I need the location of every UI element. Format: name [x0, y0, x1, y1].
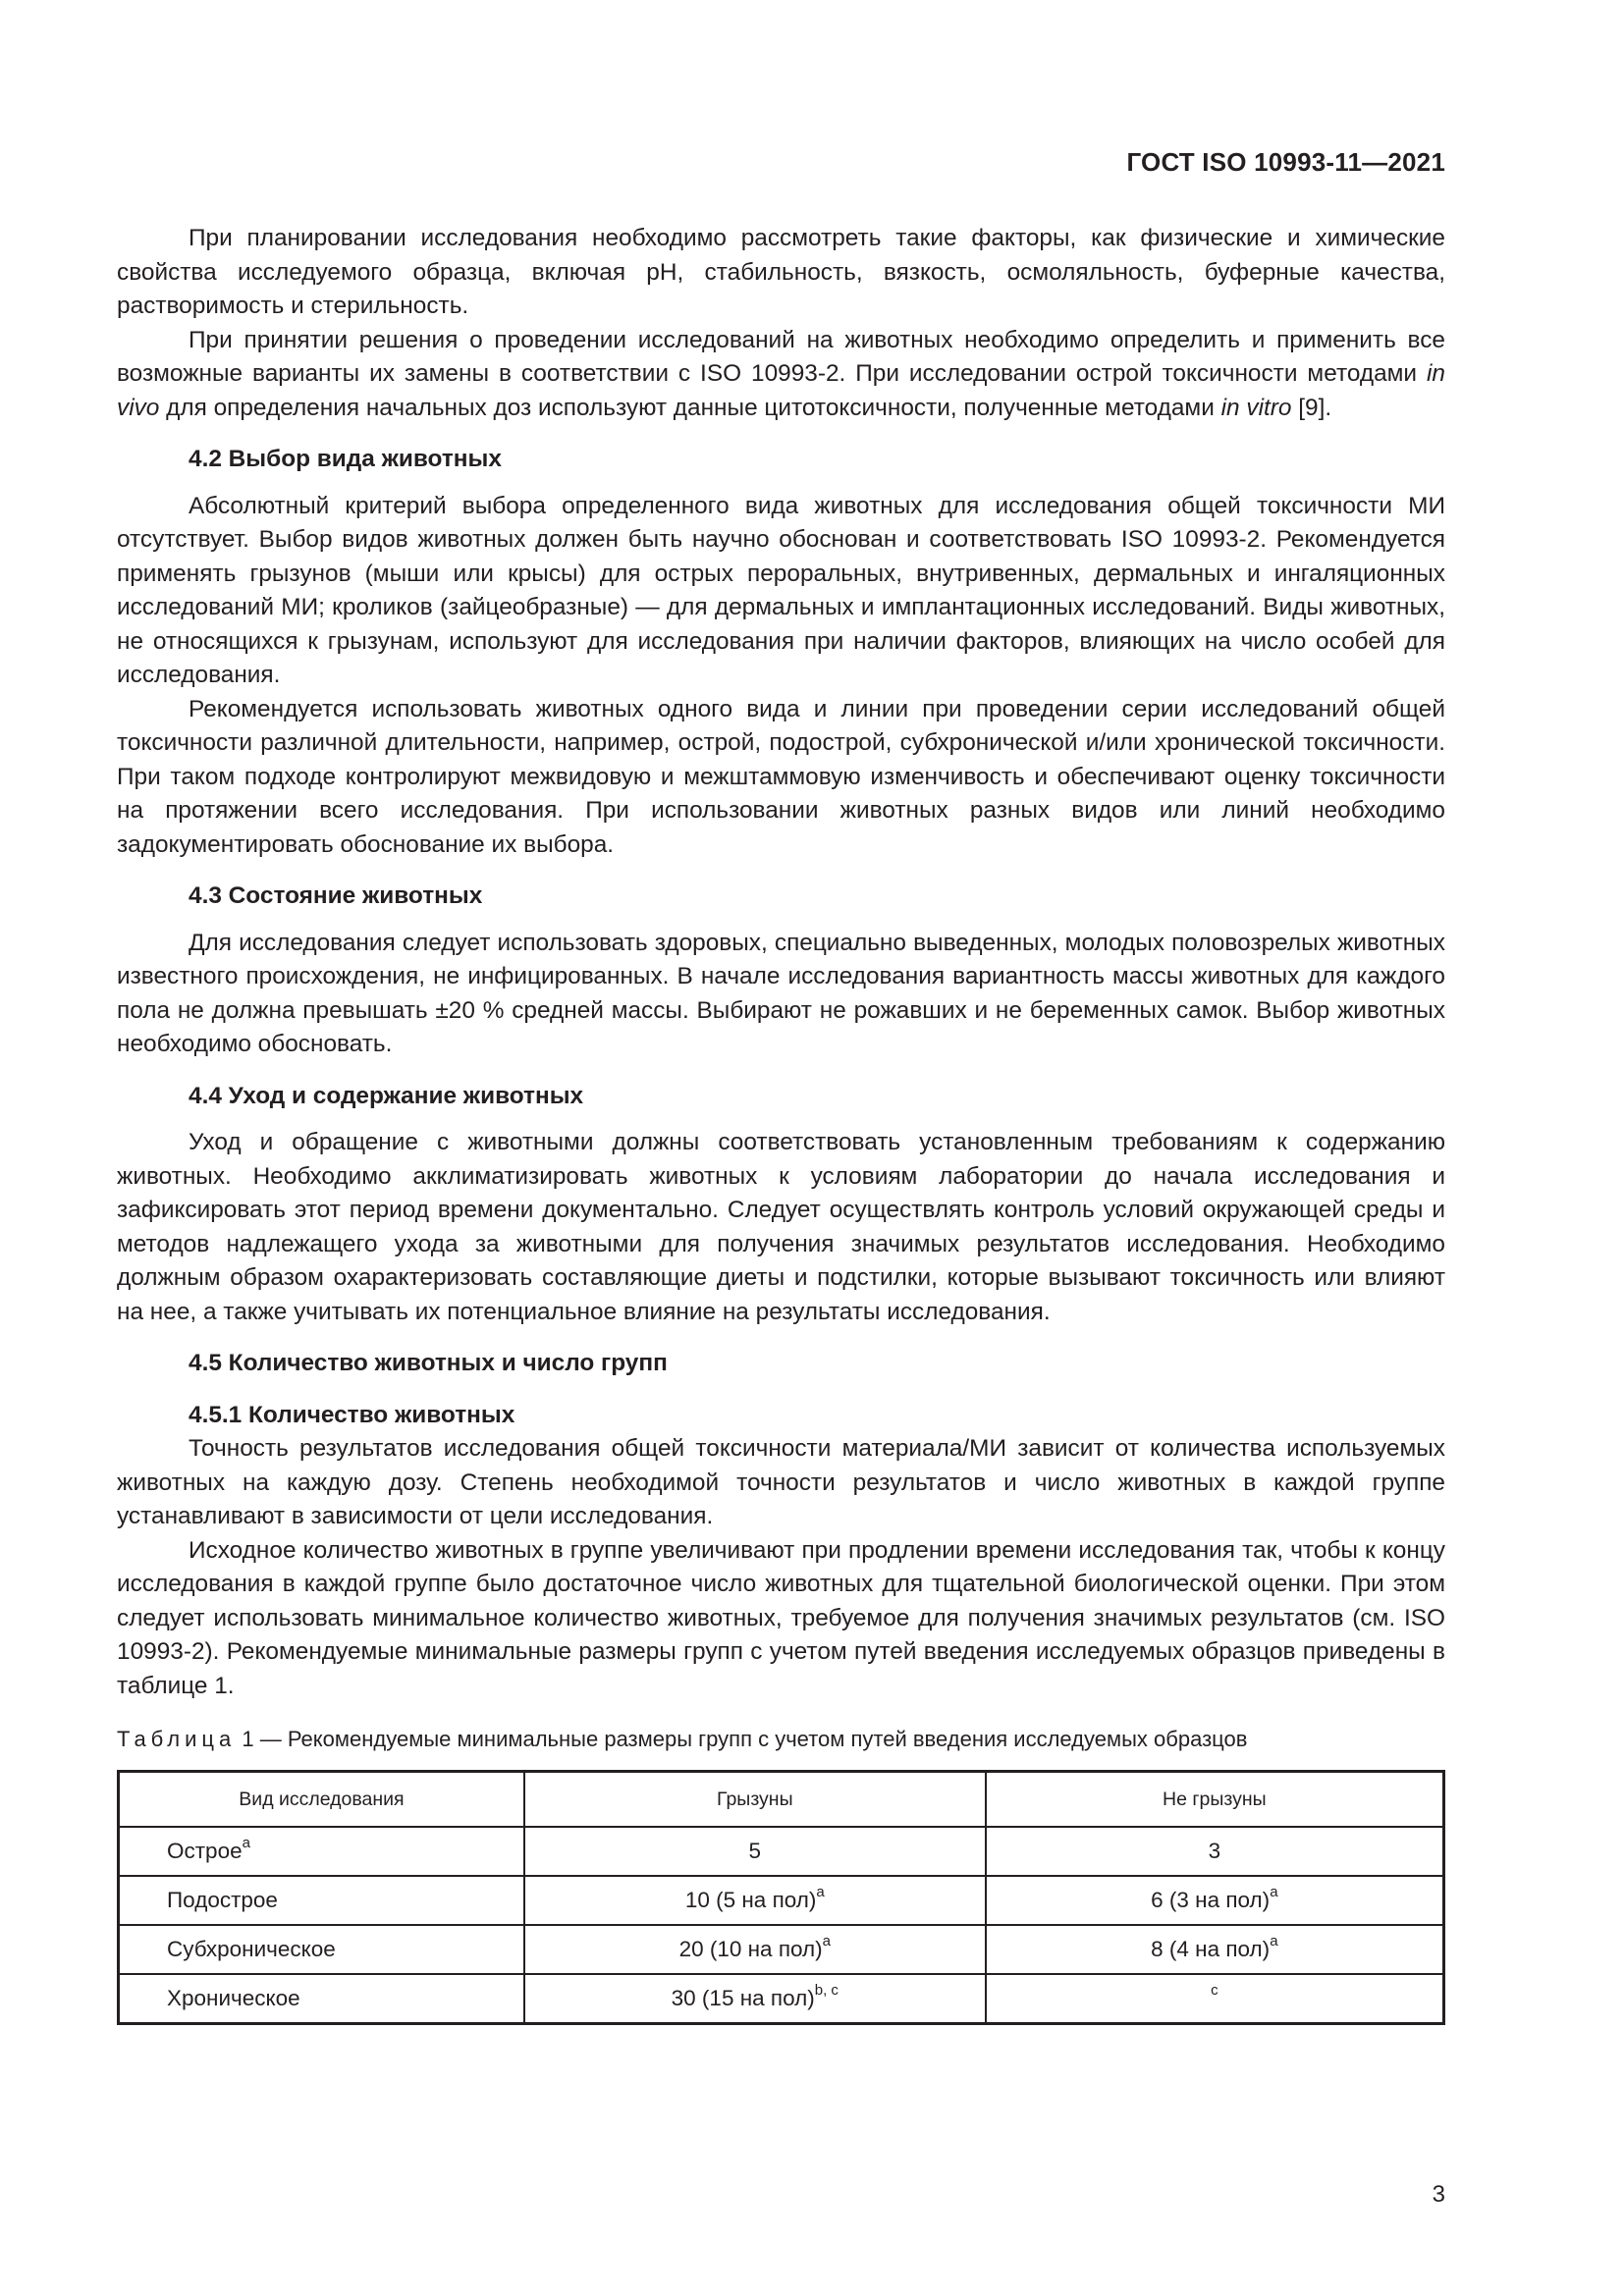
- cell-text: 5: [748, 1838, 762, 1863]
- table-header-row: [119, 1772, 1444, 1828]
- table-cell-nonrodents: [986, 1876, 1444, 1925]
- section-heading-4-5: 4.5 Количество животных и число групп: [189, 1350, 668, 1376]
- footnote-mark: a: [822, 1933, 831, 1950]
- group-size-table: [117, 1770, 1445, 2025]
- table-cell-rodents: [524, 1974, 986, 2024]
- table-cell-nonrodents: [986, 1827, 1444, 1876]
- table-caption-label: Таблица: [117, 1727, 237, 1751]
- table-cell-study-type: [119, 1925, 524, 1974]
- table-cell-study-type: [119, 1827, 524, 1876]
- cell-text: 6 (3 на пол): [1151, 1887, 1271, 1912]
- table-cell-nonrodents: [986, 1925, 1444, 1974]
- section-heading-4-2: 4.2 Выбор вида животных: [189, 446, 502, 472]
- table-row: [119, 1974, 1444, 2024]
- table-cell-study-type: [119, 1974, 524, 2024]
- cell-text: Хроническое: [167, 1985, 300, 2010]
- table-cell-rodents: [524, 1925, 986, 1974]
- paragraph-factors: При планировании исследования необходимо рассмотреть такие факторы, как физические и химические свойства исследуемого образца, включая pH, стабильность, вязкость, осмоляльность, буферные качества, растворимость и стерильность.: [117, 225, 1445, 319]
- footnote-mark: a: [1270, 1933, 1278, 1950]
- paragraph-alternatives: [117, 324, 1445, 426]
- table-caption-text: 1 — Рекомендуемые минимальные размеры групп с учетом путей введения исследуемых образцов: [236, 1727, 1248, 1751]
- section-heading-4-5-1: 4.5.1 Количество животных: [189, 1401, 515, 1428]
- table-cell-rodents: [524, 1876, 986, 1925]
- cell-text: 8 (4 на пол): [1151, 1936, 1271, 1961]
- table-cell-nonrodents: [986, 1974, 1444, 2024]
- cell-text: 30 (15 на пол): [671, 1985, 815, 2010]
- paragraph-group-size: Исходное количество животных в группе увеличивают при продлении времени исследования так, чтобы к концу исследования в каждой группе было достаточное число животных для тщательной биологической оценки. При этом следует использовать минимальное количество животных, требуемое для получения значимых результатов (см. ISO 10993-2). Рекомендуемые минимальные размеры групп с учетом путей введения исследуемых образцов приведены в таблице 1.: [117, 1536, 1445, 1699]
- paragraph-species-criteria: Абсолютный критерий выбора определенного вида животных для исследования общей токсичности МИ отсутствует. Выбор видов животных должен быть научно обоснован и соответствовать ISO 10993-2. Рекомендуется применять грызунов (мыши или крысы) для острых пероральных, внутривенных, дермальных и ингаляционных исследований МИ; кроликов (зайцеобразные) — для дермальных и имплантационных исследований. Виды животных, не относящихся к грызунам, используют для исследования при наличии факторов, влияющих на число особей для исследования.: [117, 492, 1445, 688]
- table-row: [119, 1876, 1444, 1925]
- table-row: [119, 1827, 1444, 1876]
- paragraph-alternatives-part1: При принятии решения о проведении исследований на животных необходимо определить и применить все возможные варианты их замены в соответствии с ISO 10993-2. При исследовании острой токсичности методами: [117, 326, 1445, 387]
- section-heading-4-3: 4.3 Состояние животных: [189, 882, 483, 909]
- footnote-mark: a: [242, 1835, 250, 1852]
- footnote-mark: b, c: [814, 1982, 839, 2000]
- paragraph-alternatives-part2: для определения начальных доз используют данные цитотоксичности, полученные методами: [159, 394, 1221, 421]
- page-number: 3: [1432, 2181, 1445, 2208]
- paragraph-alternatives-part3: [9].: [1291, 394, 1332, 421]
- cell-text: 20 (10 на пол): [678, 1936, 823, 1961]
- table-caption: [117, 1725, 1445, 1754]
- table-header-cell: Не грызуны: [986, 1772, 1444, 1828]
- paragraph-animal-count-accuracy: Точность результатов исследования общей токсичности материала/МИ зависит от количества используемых животных на каждую дозу. Степень необходимой точности результатов и число животных в каждой группе устанавливают в зависимости от цели исследования.: [117, 1435, 1445, 1529]
- footnote-mark: a: [816, 1884, 825, 1901]
- table-header-cell: Вид исследования: [119, 1772, 524, 1828]
- term-in-vivo: in vivo: [117, 360, 1445, 421]
- cell-text: Субхроническое: [167, 1936, 336, 1961]
- section-heading-4-4: 4.4 Уход и содержание животных: [189, 1082, 584, 1109]
- table-cell-study-type: [119, 1876, 524, 1925]
- table-row: [119, 1925, 1444, 1974]
- paragraph-animal-condition: Для исследования следует использовать здоровых, специально выведенных, молодых половозрелых животных известного происхождения, не инфицированных. В начале исследования вариантность массы животных для каждого пола не должна превышать ±20 % средней массы. Выбирают не рожавших и не беременных самок. Выбор животных необходимо обосновать.: [117, 929, 1445, 1057]
- table-cell-rodents: [524, 1827, 986, 1876]
- cell-text: 3: [1208, 1838, 1221, 1863]
- cell-text: 10 (5 на пол): [684, 1887, 817, 1912]
- paragraph-species-recommendation: Рекомендуется использовать животных одного вида и линии при проведении серии исследований общей токсичности различной длительности, например, острой, подострой, субхронической и/или хронической токсичности. При таком подходе контролируют межвидовую и межштаммовую изменчивость и обеспечивают оценку токсичности на протяжении всего исследования. При использовании животных разных видов или линий необходимо задокументировать обоснование их выбора.: [117, 695, 1445, 858]
- table-header-cell: Грызуны: [524, 1772, 986, 1828]
- cell-text: Подострое: [167, 1887, 278, 1912]
- document-header: ГОСТ ISO 10993-11—2021: [1126, 147, 1445, 177]
- document-body: [117, 222, 1445, 2025]
- paragraph-animal-care: Уход и обращение с животными должны соответствовать установленным требованиям к содержанию животных. Необходимо акклиматизировать животных к условиям лаборатории до начала исследования и зафиксировать этот период времени документально. Следует осуществлять контроль условий окружающей среды и методов надлежащего ухода за животными для получения значимых результатов исследования. Необходимо должным образом охарактеризовать составляющие диеты и подстилки, которые вызывают токсичность или влияют на нее, а также учитывать их потенциальное влияние на результаты исследования.: [117, 1129, 1445, 1325]
- footnote-mark: c: [1211, 1982, 1218, 2000]
- term-in-vitro: in vitro: [1220, 394, 1292, 421]
- cell-text: Острое: [167, 1838, 243, 1863]
- footnote-mark: a: [1270, 1884, 1278, 1901]
